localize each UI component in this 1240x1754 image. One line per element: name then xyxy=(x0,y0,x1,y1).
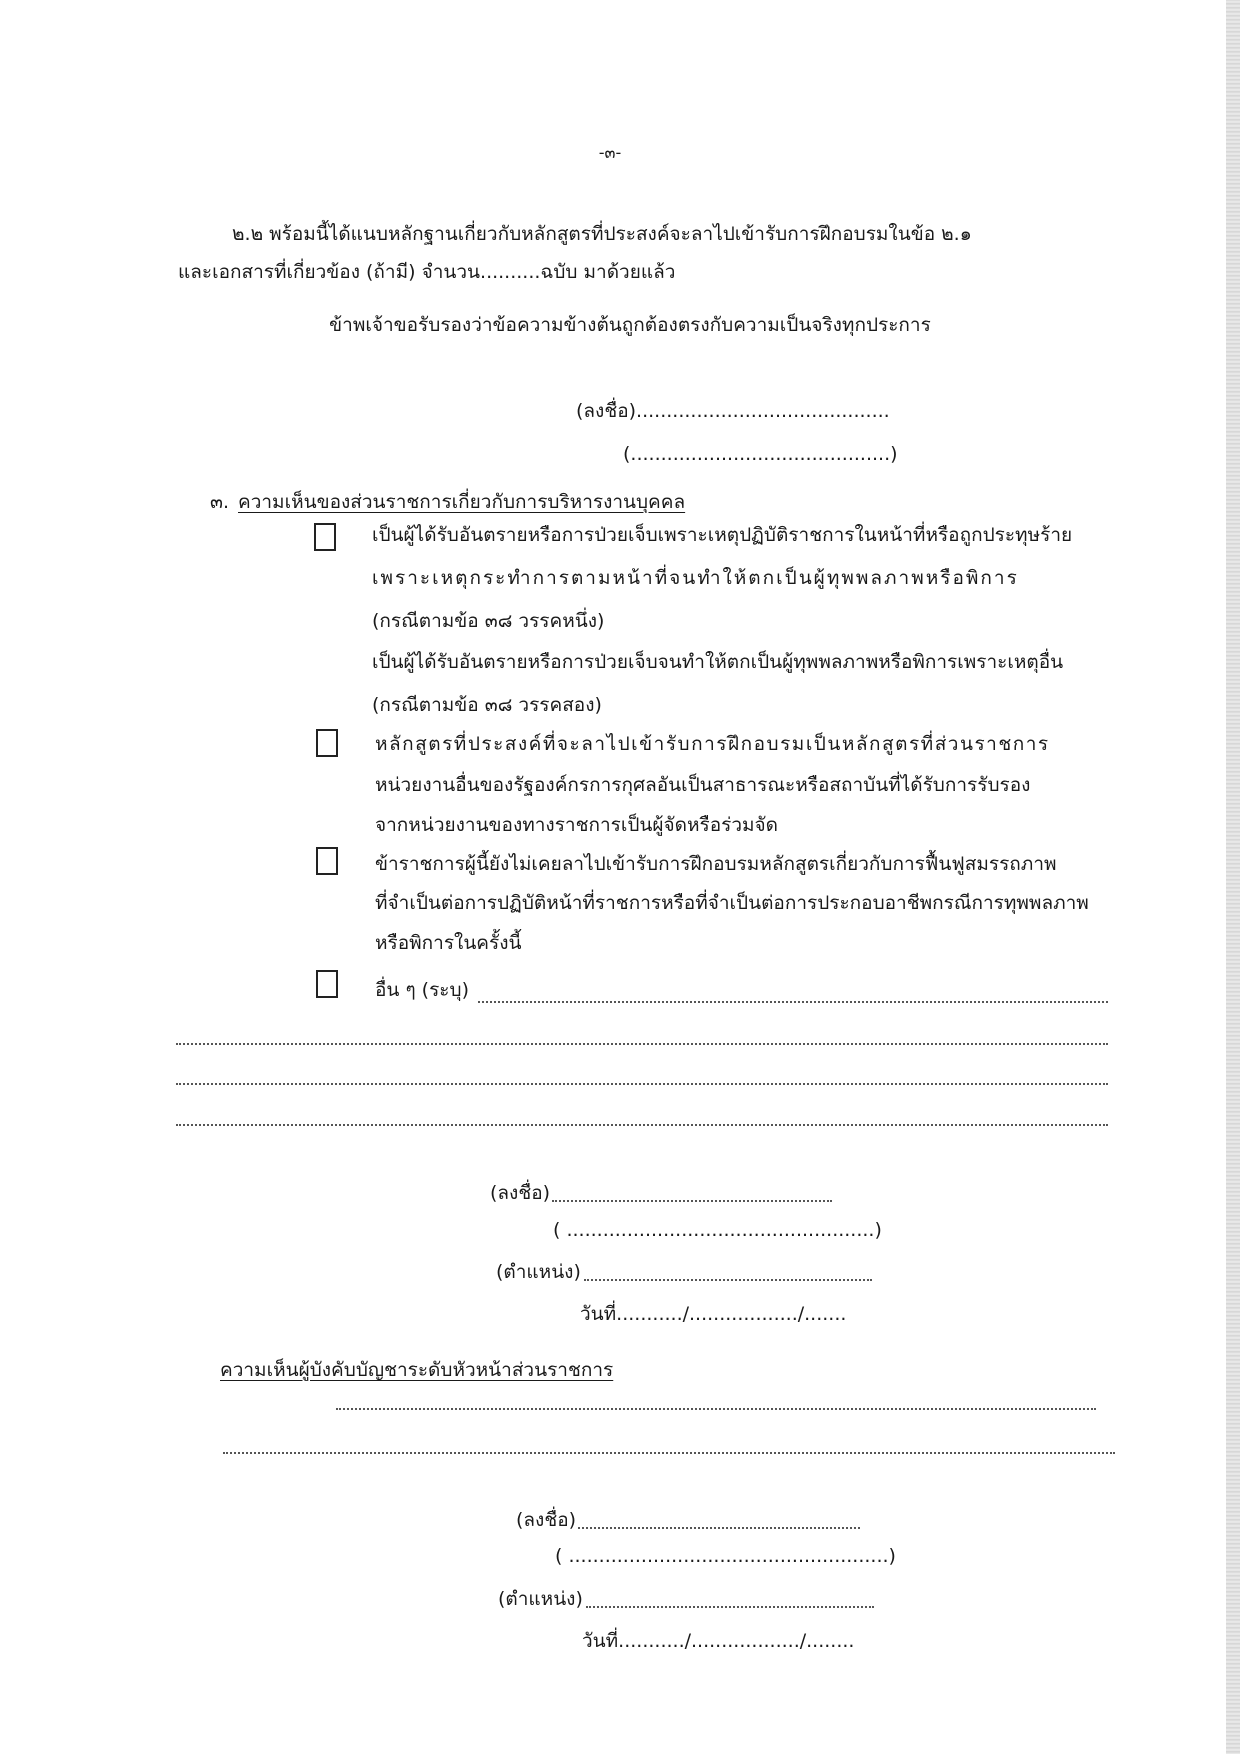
certification-statement: ข้าพเจ้าขอรับรองว่าข้อความข้างต้นถูกต้องตรงกับความเป็นจริงทุกประการ xyxy=(329,314,931,336)
head-position-label: (ตำแหน่ง) xyxy=(498,1588,583,1610)
option1-line-3: (กรณีตามข้อ ๓๘ วรรคหนึ่ง) xyxy=(372,610,605,632)
section3-sign-label: (ลงชื่อ) xyxy=(490,1182,551,1204)
page-number: -๓- xyxy=(598,143,622,162)
head-opinion-line-2[interactable] xyxy=(223,1452,1115,1454)
section3-sign-field[interactable] xyxy=(552,1200,832,1202)
option1-line-4: เป็นผู้ได้รับอันตรายหรือการป่วยเจ็บจนทำให้ตกเป็นผู้ทุพพลภาพหรือพิการเพราะเหตุอื่น xyxy=(372,651,1064,673)
head-opinion-line-1[interactable] xyxy=(336,1408,1096,1410)
head-date-line: วันที่.........../................../........ xyxy=(582,1630,855,1652)
option1-line-5: (กรณีตามข้อ ๓๘ วรรคสอง) xyxy=(372,694,602,716)
option4-label: อื่น ๆ (ระบุ) xyxy=(375,979,469,1001)
section3-position-label: (ตำแหน่ง) xyxy=(496,1261,581,1283)
option2-line-2: หน่วยงานอื่นของรัฐองค์กรการกุศลอันเป็นสาธารณะหรือสถาบันที่ได้รับการรับรอง xyxy=(375,774,1031,796)
applicant-name-line: (...........................................) xyxy=(623,443,898,465)
section3-heading: ความเห็นของส่วนราชการเกี่ยวกับการบริหารงานบุคคล xyxy=(238,491,686,513)
section3-position-field[interactable] xyxy=(584,1279,872,1281)
opinion-line-3[interactable] xyxy=(176,1124,1108,1126)
attachment-line-2: และเอกสารที่เกี่ยวข้อง (ถ้ามี) จำนวน..........ฉบับ มาด้วยแล้ว xyxy=(178,261,676,283)
option2-line-3: จากหน่วยงานของทางราชการเป็นผู้จัดหรือร่วมจัด xyxy=(375,814,779,836)
option3-checkbox[interactable] xyxy=(316,847,338,875)
option4-checkbox[interactable] xyxy=(316,970,338,998)
opinion-line-1[interactable] xyxy=(176,1043,1108,1045)
head-sign-label: (ลงชื่อ) xyxy=(516,1509,577,1531)
head-position-field[interactable] xyxy=(586,1606,874,1608)
scan-edge xyxy=(1226,0,1240,1754)
option3-line-2: ที่จำเป็นต่อการปฏิบัติหน้าที่ราชการหรือที่จำเป็นต่อการประกอบอาชีพกรณีการทุพพลภาพ xyxy=(375,892,1089,914)
option1-line-1: เป็นผู้ได้รับอันตรายหรือการป่วยเจ็บเพราะเหตุปฏิบัติราชการในหน้าที่หรือถูกประทุษร้าย xyxy=(372,524,1073,546)
option3-line-1: ข้าราชการผู้นี้ยังไม่เคยลาไปเข้ารับการฝึกอบรมหลักสูตรเกี่ยวกับการฟื้นฟูสมรรถภาพ xyxy=(375,853,1057,875)
applicant-signature-line: (ลงชื่อ).......................................... xyxy=(576,400,890,422)
option2-line-1: หลักสูตรที่ประสงค์ที่จะลาไปเข้ารับการฝึกอบรมเป็นหลักสูตรที่ส่วนราชการ xyxy=(375,733,1050,755)
section3-number: ๓. xyxy=(210,491,230,513)
attachment-line-1: ๒.๒ พร้อมนี้ได้แนบหลักฐานเกี่ยวกับหลักสูตรที่ประสงค์จะลาไปเข้ารับการฝึกอบรมในข้อ ๒.๑ xyxy=(232,223,972,245)
section3-name-line: ( ...................................................) xyxy=(553,1219,882,1241)
head-opinion-heading: ความเห็นผู้บังคับบัญชาระดับหัวหน้าส่วนราชการ xyxy=(220,1359,614,1381)
head-name-line: ( .....................................................) xyxy=(555,1545,896,1567)
opinion-line-2[interactable] xyxy=(176,1083,1108,1085)
section3-date-line: วันที่.........../................../....... xyxy=(580,1303,847,1325)
option4-specify-field[interactable] xyxy=(478,1001,1108,1003)
option3-line-3: หรือพิการในครั้งนี้ xyxy=(375,932,522,954)
option2-checkbox[interactable] xyxy=(316,729,338,757)
option1-checkbox[interactable] xyxy=(314,523,336,551)
head-sign-field[interactable] xyxy=(578,1527,860,1529)
option1-line-2: เพราะเหตุกระทำการตามหน้าที่จนทำให้ตกเป็นผู้ทุพพลภาพหรือพิการ xyxy=(372,567,1019,589)
